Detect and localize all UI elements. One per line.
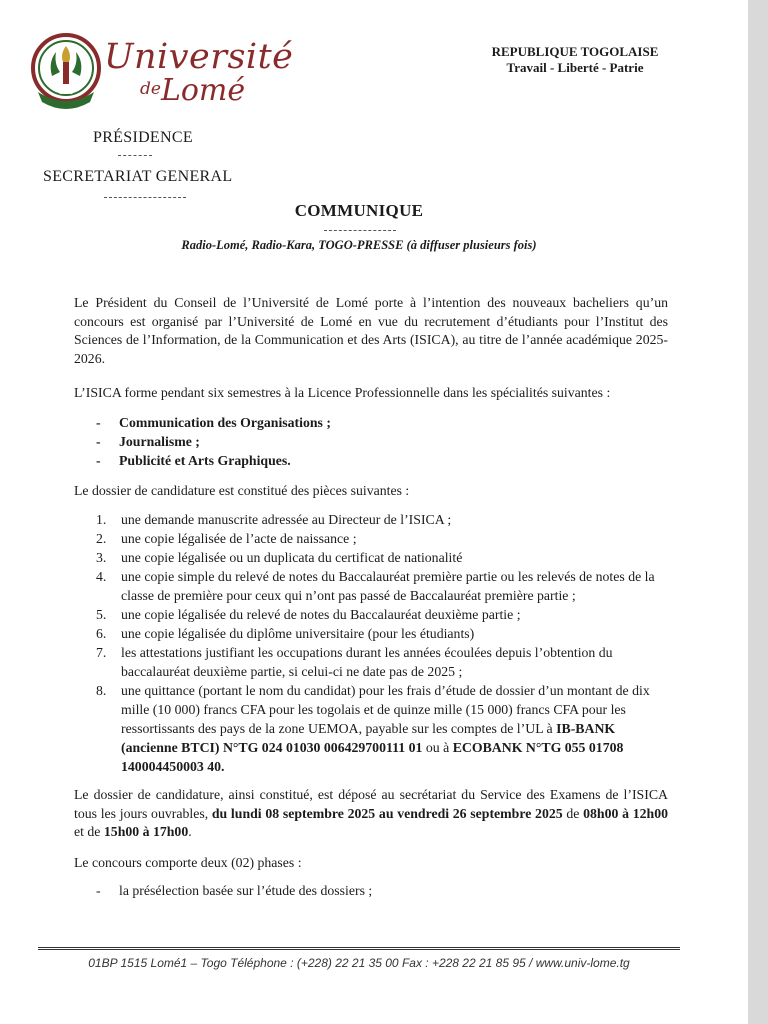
document-item-text: une copie légalisée du diplôme universitaire (pour les étudiants)	[121, 626, 475, 641]
republic-motto: Travail - Liberté - Patrie	[506, 60, 644, 75]
list-item: 5. une copie légalisée du relevé de notes du Baccalauréat deuxième partie ;	[96, 607, 521, 622]
list-item: - Publicité et Arts Graphiques.	[96, 452, 291, 468]
scan-edge	[748, 0, 768, 1024]
phases-intro-paragraph: Le concours comporte deux (02) phases :	[74, 854, 302, 870]
separator-line	[118, 155, 152, 156]
deposit-text: .	[188, 824, 192, 839]
document-item-text: une copie légalisée ou un duplicata du certificat de nationalité	[121, 550, 463, 565]
bank-account-ecobank: ECOBANK N°TG 055 01708 140004450003 40.	[121, 740, 624, 774]
dossier-intro-paragraph: Le dossier de candidature est constitué des pièces suivantes :	[74, 482, 410, 498]
document-item-text: une copie légalisée du relevé de notes du Baccalauréat deuxième partie ;	[121, 607, 521, 622]
logo-ribbon-text: LOMÉ	[58, 90, 74, 96]
deposit-text: et de	[74, 824, 101, 839]
specialty-text: Communication des Organisations ;	[119, 414, 331, 430]
separator-line	[104, 197, 186, 198]
university-name	[104, 37, 294, 108]
broadcast-notice: Radio-Lomé, Radio-Kara, TOGO-PRESSE (à diffuser plusieurs fois)	[181, 238, 537, 252]
university-name-line2	[140, 73, 246, 108]
training-paragraph: L’ISICA forme pendant six semestres à la Licence Professionnelle dans les spécialités suivantes :	[74, 385, 611, 400]
list-item: 1. une demande manuscrite adressée au Directeur de l’ISICA ;	[96, 512, 452, 527]
university-logo-emblem	[30, 32, 102, 114]
list-item: 7. les attestations justifiant les occupations durant les années écoulées depuis l’obtention du baccalauréat deuxième partie, si celui-ci ne date pas de 2025 ;	[96, 645, 613, 679]
specialties-list	[74, 413, 668, 470]
list-item: 3. une copie légalisée ou un duplicata du certificat de nationalité	[96, 550, 463, 565]
document-item-text: une copie légalisée de l’acte de naissance ;	[121, 531, 357, 546]
specialty-text: Journalisme ;	[119, 433, 200, 449]
intro-paragraph: Le Président du Conseil de l’Université de Lomé porte à l’intention des nouveaux bacheliers qu’un concours est organisé par l’Université de Lomé en vue du recrutement d’étudiants pour l’Institut des Sciences de l’Information, de la Communication et des Arts (ISICA), au titre de l’année académique 2025-2026.	[74, 295, 668, 366]
document-item-text: ou à	[425, 740, 450, 755]
documents-list	[74, 510, 668, 776]
deposit-hours-morning: 08h00 à 12h00	[583, 805, 668, 821]
separator-line	[324, 230, 396, 231]
list-item: - Journalisme ;	[96, 433, 200, 449]
footer-contact: 01BP 1515 Lomé1 – Togo Téléphone : (+228) 22 21 35 00 Fax : +228 22 21 85 95 / www.univ-lome.tg	[88, 956, 630, 970]
university-name-lome: Lomé	[160, 73, 246, 108]
deposit-text: Le dossier de candidature, ainsi constitué, est déposé au secrétariat du Service des Examens de l’ISICA tous les jours ouvrables,	[74, 787, 668, 821]
deposit-paragraph	[74, 786, 668, 842]
deposit-text: de	[566, 805, 580, 821]
document-item-text: une copie simple du relevé de notes du Baccalauréat première partie ou les relevés de notes de la classe de première pour ceux qui n’ont pas passé de Baccalauréat première partie ;	[121, 569, 655, 603]
deposit-hours-afternoon: 15h00 à 17h00	[103, 824, 189, 839]
specialty-text: Publicité et Arts Graphiques.	[119, 452, 291, 468]
list-item: 2. une copie légalisée de l’acte de naissance ;	[96, 531, 357, 546]
list-item: 8. une quittance (portant le nom du candidat) pour les frais d’étude de dossier d’un montant de dix mille (10 000) francs CFA pour les togolais et de quinze mille (15 000) francs CFA pour les ressortissants des pays de la zone UEMOA, payable sur les comptes de l’UL à IB-BANK (ancienne BTCI) N°TG 024 01030 006429700111 01 ou à ECOBANK N°TG 055 01708 140004450003 40.	[96, 683, 650, 774]
phase-text: la présélection basée sur l’étude des dossiers ;	[119, 883, 373, 898]
secretariat-label: SECRETARIAT GENERAL	[43, 168, 233, 185]
republic-heading	[470, 44, 680, 76]
document-title: COMMUNIQUE	[294, 201, 424, 220]
list-item: 4. une copie simple du relevé de notes du Baccalauréat première partie ou les relevés de notes de la classe de première pour ceux qui n’ont pas passé de Baccalauréat première partie ;	[96, 569, 655, 603]
footer-rule	[38, 947, 680, 950]
republic-name: REPUBLIQUE TOGOLAISE	[491, 44, 659, 59]
bank-account-ibbank: IB-BANK (ancienne BTCI) N°TG 024 01030 006429700111 01	[121, 721, 616, 755]
phase-item: - la présélection basée sur l’étude des dossiers ;	[96, 883, 373, 898]
university-name-de: de	[140, 79, 161, 99]
document-body	[74, 294, 668, 901]
deposit-dates: du lundi 08 septembre 2025 au vendredi 26 septembre 2025	[211, 805, 563, 821]
document-item-text: une quittance (portant le nom du candidat) pour les frais d’étude de dossier d’un montant de dix mille (10 000) francs CFA pour les togolais et de quinze mille (15 000) francs CFA pour les ressortissants des pays de la zone UEMOA, payable sur les comptes de l’UL à	[121, 683, 650, 736]
document-item-text: une demande manuscrite adressée au Directeur de l’ISICA ;	[121, 512, 452, 527]
university-name-line1: Université	[104, 37, 294, 77]
document-item-text: les attestations justifiant les occupations durant les années écoulées depuis l’obtention du baccalauréat deuxième partie, si celui-ci ne date pas de 2025 ;	[121, 645, 613, 679]
list-item: 6. une copie légalisée du diplôme universitaire (pour les étudiants)	[96, 626, 475, 641]
presidence-label: PRÉSIDENCE	[93, 129, 193, 146]
list-item: - Communication des Organisations ;	[96, 414, 331, 430]
